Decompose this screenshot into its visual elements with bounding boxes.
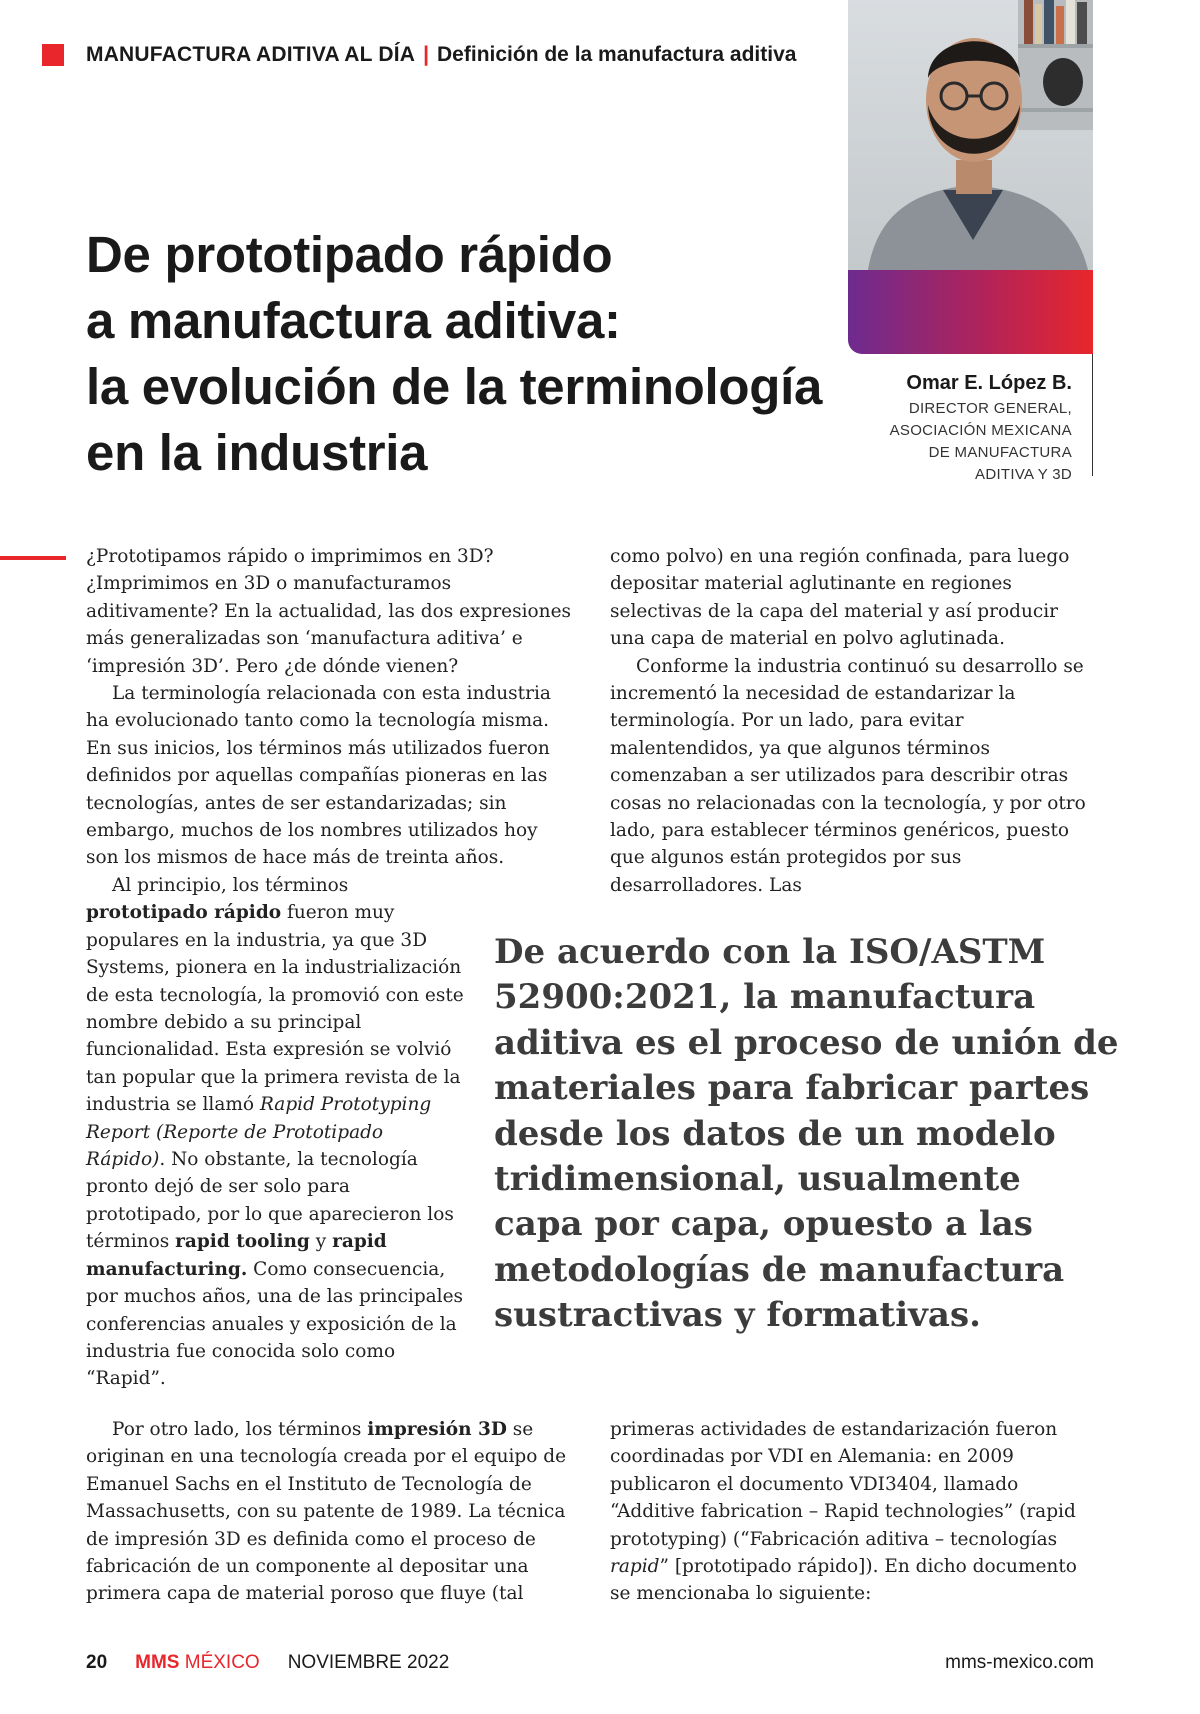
website-link[interactable]: mms-mexico.com <box>945 1652 1094 1673</box>
author-title <box>852 398 1072 486</box>
pull-quote <box>494 930 1119 1339</box>
body-emphasis: impresión 3D <box>367 1419 507 1440</box>
pull-quote-line: aditiva es el proceso de unión de <box>494 1022 1119 1063</box>
body-paragraph: como polvo) en una región confinada, para luego depositar material aglutinante en regiones selectivas de la capa del material y así producir una capa de material en polvo aglutinada. <box>610 546 1070 650</box>
body-column-right-top <box>610 543 1094 899</box>
author-title-line: DE MANUFACTURA <box>928 444 1072 461</box>
pull-quote-line: sustractivas y formativas. <box>494 1295 981 1336</box>
body-italic: rapid <box>610 1556 660 1578</box>
body-text: primeras actividades de estandarización fueron coordinadas por VDI en Alemania: en 2009 publicaron el documento VDI3404, llamado “Additive fabrication – Rapid technologies” (rapid prototyping) (“Fabricación aditiva – tecnologías <box>610 1419 1076 1550</box>
author-title-line: ADITIVA Y 3D <box>975 466 1072 483</box>
article-headline <box>86 222 823 486</box>
page-footer <box>86 1652 449 1674</box>
pull-quote-line: capa por capa, opuesto a las <box>494 1204 1033 1245</box>
body-emphasis: rapid manufacturing. <box>86 1231 387 1280</box>
section-marker-square <box>42 44 64 66</box>
header-separator: | <box>423 43 430 66</box>
topic-label: Definición de la manufactura aditiva <box>437 43 797 66</box>
accent-rule <box>0 556 66 560</box>
body-italic: Rapid Prototyping Report (Reporte de Prototipado Rápido) <box>86 1094 432 1171</box>
running-header <box>86 41 796 69</box>
body-text: Como consecuencia, por muchos años, una de las principales conferencias anuales y exposición de la industria fue conocida solo como “Rapid”. <box>86 1258 464 1390</box>
issue-date: NOVIEMBRE 2022 <box>287 1652 450 1673</box>
body-column-left-top <box>86 543 576 872</box>
pull-quote-line: desde los datos de un modelo <box>494 1113 1056 1154</box>
body-emphasis: prototipado rápido <box>86 902 282 924</box>
author-title-line: DIRECTOR GENERAL, <box>908 400 1072 417</box>
body-paragraph <box>86 872 466 1393</box>
headline-line: De prototipado rápido <box>86 226 613 283</box>
pull-quote-line: materiales para fabricar partes <box>494 1068 1090 1109</box>
body-text: . No obstante, la tecnología pronto dejó de ser solo para prototipado, por lo que aparecieron los términos <box>86 1149 454 1253</box>
byline-rule <box>1092 354 1093 476</box>
author-title-line: ASOCIACIÓN MEXICANA <box>889 422 1072 439</box>
body-text: Por otro lado, los términos <box>112 1419 368 1440</box>
headline-line: a manufactura aditiva: <box>86 292 621 349</box>
page-number: 20 <box>86 1652 108 1673</box>
author-portrait <box>848 0 1093 354</box>
author-photo-illustration <box>848 0 1093 354</box>
body-text: y <box>309 1231 333 1253</box>
brand-logo-mms: MMS <box>135 1652 180 1673</box>
pull-quote-line: tridimensional, usualmente <box>494 1159 1021 1200</box>
body-emphasis: rapid tooling <box>175 1231 310 1253</box>
pull-quote-line: metodologías de manufactura <box>494 1249 1065 1290</box>
body-column-right-bottom <box>610 1416 1094 1608</box>
headline-line: la evolución de la terminología <box>86 358 823 415</box>
body-text: fueron muy populares en la industria, ya que 3D Systems, pionera en la industrialización de esta tecnología, la promovió con este nombre debido a su principal funcionalidad. Esta expresión se volvió tan popular que la primera revista de la industria se llamó <box>86 902 464 1116</box>
brand-logo-mexico: MÉXICO <box>184 1652 260 1673</box>
body-paragraph: Conforme la industria continuó su desarrollo se incrementó la necesidad de estandarizar la terminología. Por un lado, para evitar malentendidos, ya que algunos términos comenzaban a ser utilizados para describir otras cosas no relacionadas con la tecnología, y por otro lado, para establecer términos genéricos, puesto que algunos están protegidos por sus desarrolladores. Las <box>610 655 1086 896</box>
body-paragraph: La terminología relacionada con esta industria ha evolucionado tanto como la tecnología misma. En sus inicios, los términos más utilizados fueron definidos por aquellas compañías pioneras en las tecnologías, antes de ser estandarizadas; sin embargo, muchos de los nombres utilizados hoy son los mismos de hace más de treinta años. <box>86 683 551 869</box>
body-paragraph: ¿Prototipamos rápido o imprimimos en 3D? ¿Imprimimos en 3D o manufacturamos aditivamente? En la actualidad, las dos expresiones más generalizadas son ‘manufactura aditiva’ e ‘impresión 3D’. Pero ¿de dónde vienen? <box>86 546 572 677</box>
pull-quote-line: 52900:2021, la manufactura <box>494 977 1036 1018</box>
body-column-left-narrow <box>86 872 466 1393</box>
pull-quote-line: De acuerdo con la ISO/ASTM <box>494 932 1046 972</box>
body-paragraph <box>86 1416 576 1608</box>
section-label: MANUFACTURA ADITIVA AL DÍA <box>86 43 416 66</box>
body-paragraph <box>610 1416 1094 1608</box>
body-text: ” [prototipado rápido]). En dicho documento se mencionaba lo siguiente: <box>610 1556 1077 1605</box>
headline-line: en la industria <box>86 424 428 481</box>
body-column-left-bottom <box>86 1416 576 1608</box>
body-text: se originan en una tecnología creada por el equipo de Emanuel Sachs en el Instituto de Tecnología de Massachusetts, con su patente de 1989. La técnica de impresión 3D es definida como el proceso de fabricación de un componente al depositar una primera capa de material poroso que fluye (tal <box>86 1419 567 1605</box>
author-name: Omar E. López B. <box>906 372 1072 394</box>
body-text: Al principio, los términos <box>112 875 349 896</box>
